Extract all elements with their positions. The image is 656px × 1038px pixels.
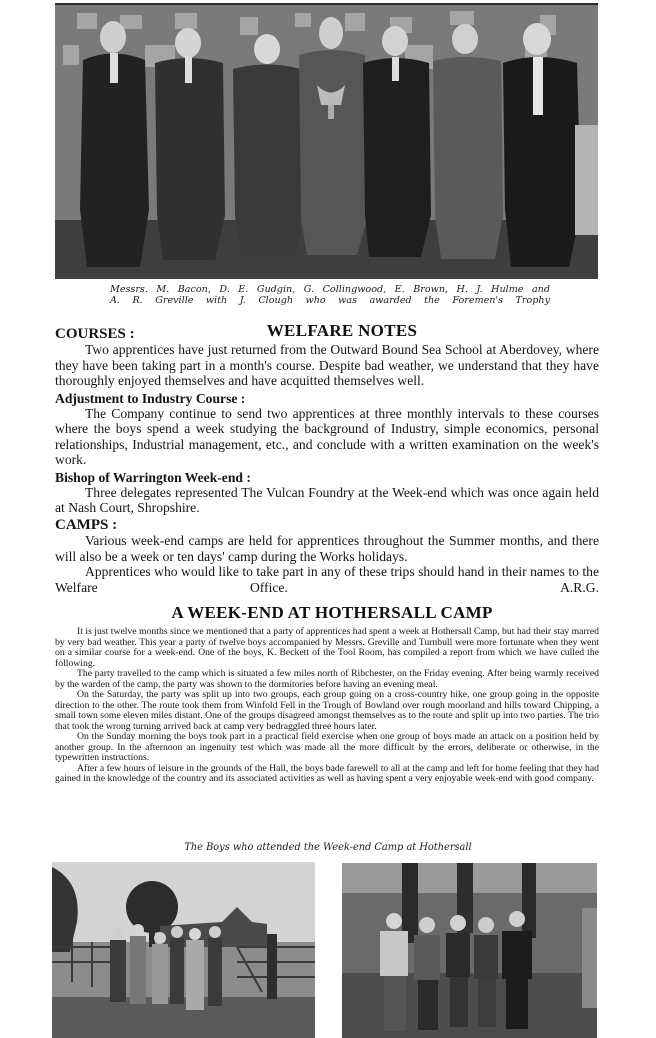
- hothersall-article-body: [55, 627, 599, 785]
- hothersall-paragraph: On the Saturday, the party was split up into two groups, each group going on a cross-country hike, one group going in the opposite direction to the other. The route took them from Winfold Fell in the Trough of Bowland over rough moorland and hills toward Chipping, a small town some eleven miles distant. One of the groups disagreed amongst themselves as to the route and split up into two parties. The trio that took the wrong turning arrived back at camp very bedraggled three hours later.: [55, 689, 599, 732]
- bishop-weekend-paragraph: Three delegates represented The Vulcan Foundry at the Week-end which was once again held at Nash Court, Shropshire.: [55, 485, 599, 516]
- camps-paragraph-1: Various week-end camps are held for apprentices throughout the Summer months, and there will also be a week or ten days' camp during the Works holidays.: [55, 533, 599, 564]
- top-caption-line-1: Messrs. M. Bacon, D. E. Gudgin, G. Collingwood, E. Brown, H. J. Hulme and: [110, 284, 550, 295]
- top-photo-caption: [110, 285, 550, 306]
- photo-boys-in-woods: [342, 863, 597, 1038]
- photo-boys-at-gate-image: [52, 862, 315, 1038]
- top-caption-line-2: A. R. Greville with J. Clough who was awarded the Foremen's Trophy: [110, 294, 550, 306]
- hothersall-paragraph: After a few hours of leisure in the grounds of the Hall, the boys bade farewell to all at the camp and left for home feeling that they had gained in the knowledge of the country and its associated activities as well as having spent a very enjoyable week-end with good company.: [55, 762, 599, 784]
- adjustment-course-paragraph: The Company continue to send two apprentices at three monthly intervals to these courses where the boys spend a week studying the background of Industry, simple economics, personal relationships, Industrial management, etc., and conclude with a written examination on the week's work.: [55, 406, 599, 468]
- bishop-weekend-heading: Bishop of Warrington Week-end :: [55, 469, 251, 485]
- welfare-signoff: A.R.G.: [560, 579, 599, 595]
- hothersall-paragraph: On the Sunday morning the boys took part in a practical field exercise when one group of boys made an attack on a position held by another group. In the afternoon an ingenuity test which was made all the more difficult by the errors, deliberate or otherwise, in the typewritten instructions.: [55, 731, 599, 763]
- adjustment-course-heading: Adjustment to Industry Course :: [55, 390, 246, 406]
- hothersall-paragraph: The party travelled to the camp which is situated a few miles north of Ribchester, on the Friday evening. After being warmly received by the warden of the camp, the party was shown to the dormitories before having an evening meal.: [55, 668, 599, 690]
- camps-paragraph-2-text: Apprentices who would like to take part in any of these trips should hand in their names to the Welfare Office.: [55, 564, 599, 595]
- camps-heading: CAMPS :: [55, 516, 118, 533]
- bottom-photos-caption: The Boys who attended the Week-end Camp at Hothersall: [184, 842, 472, 853]
- welfare-notes-section: [55, 327, 599, 595]
- welfare-notes-title: WELFARE NOTES: [266, 321, 418, 340]
- hothersall-article-title: A WEEK-END AT HOTHERSALL CAMP: [171, 603, 493, 622]
- camps-paragraph-2: [55, 564, 599, 595]
- photo-foremen-trophy-image: [55, 5, 598, 279]
- photo-boys-in-woods-image: [342, 863, 597, 1038]
- photo-boys-at-gate: [52, 862, 315, 1038]
- courses-paragraph: Two apprentices have just returned from the Outward Bound Sea School at Aberdovey, where they have been taking part in a month's course. Despite bad weather, we understand that they have thoroughly enjoyed themselves and have acquitted themselves well.: [55, 342, 599, 389]
- group-photo-foremen-trophy: [55, 3, 598, 279]
- courses-heading: COURSES :: [55, 326, 135, 342]
- hothersall-paragraph: It is just twelve months since we mentioned that a party of apprentices had spent a week at Hothersall Camp, but had their stay marred by very bad weather. This year a party of twelve boys accompanied by Messrs. Greville and Turnbull were more fortunate when they went on a similar course for a week-end. One of the boys, K. Beckett of the Tool Room, has compiled a report from which we have culled the following.: [55, 626, 599, 669]
